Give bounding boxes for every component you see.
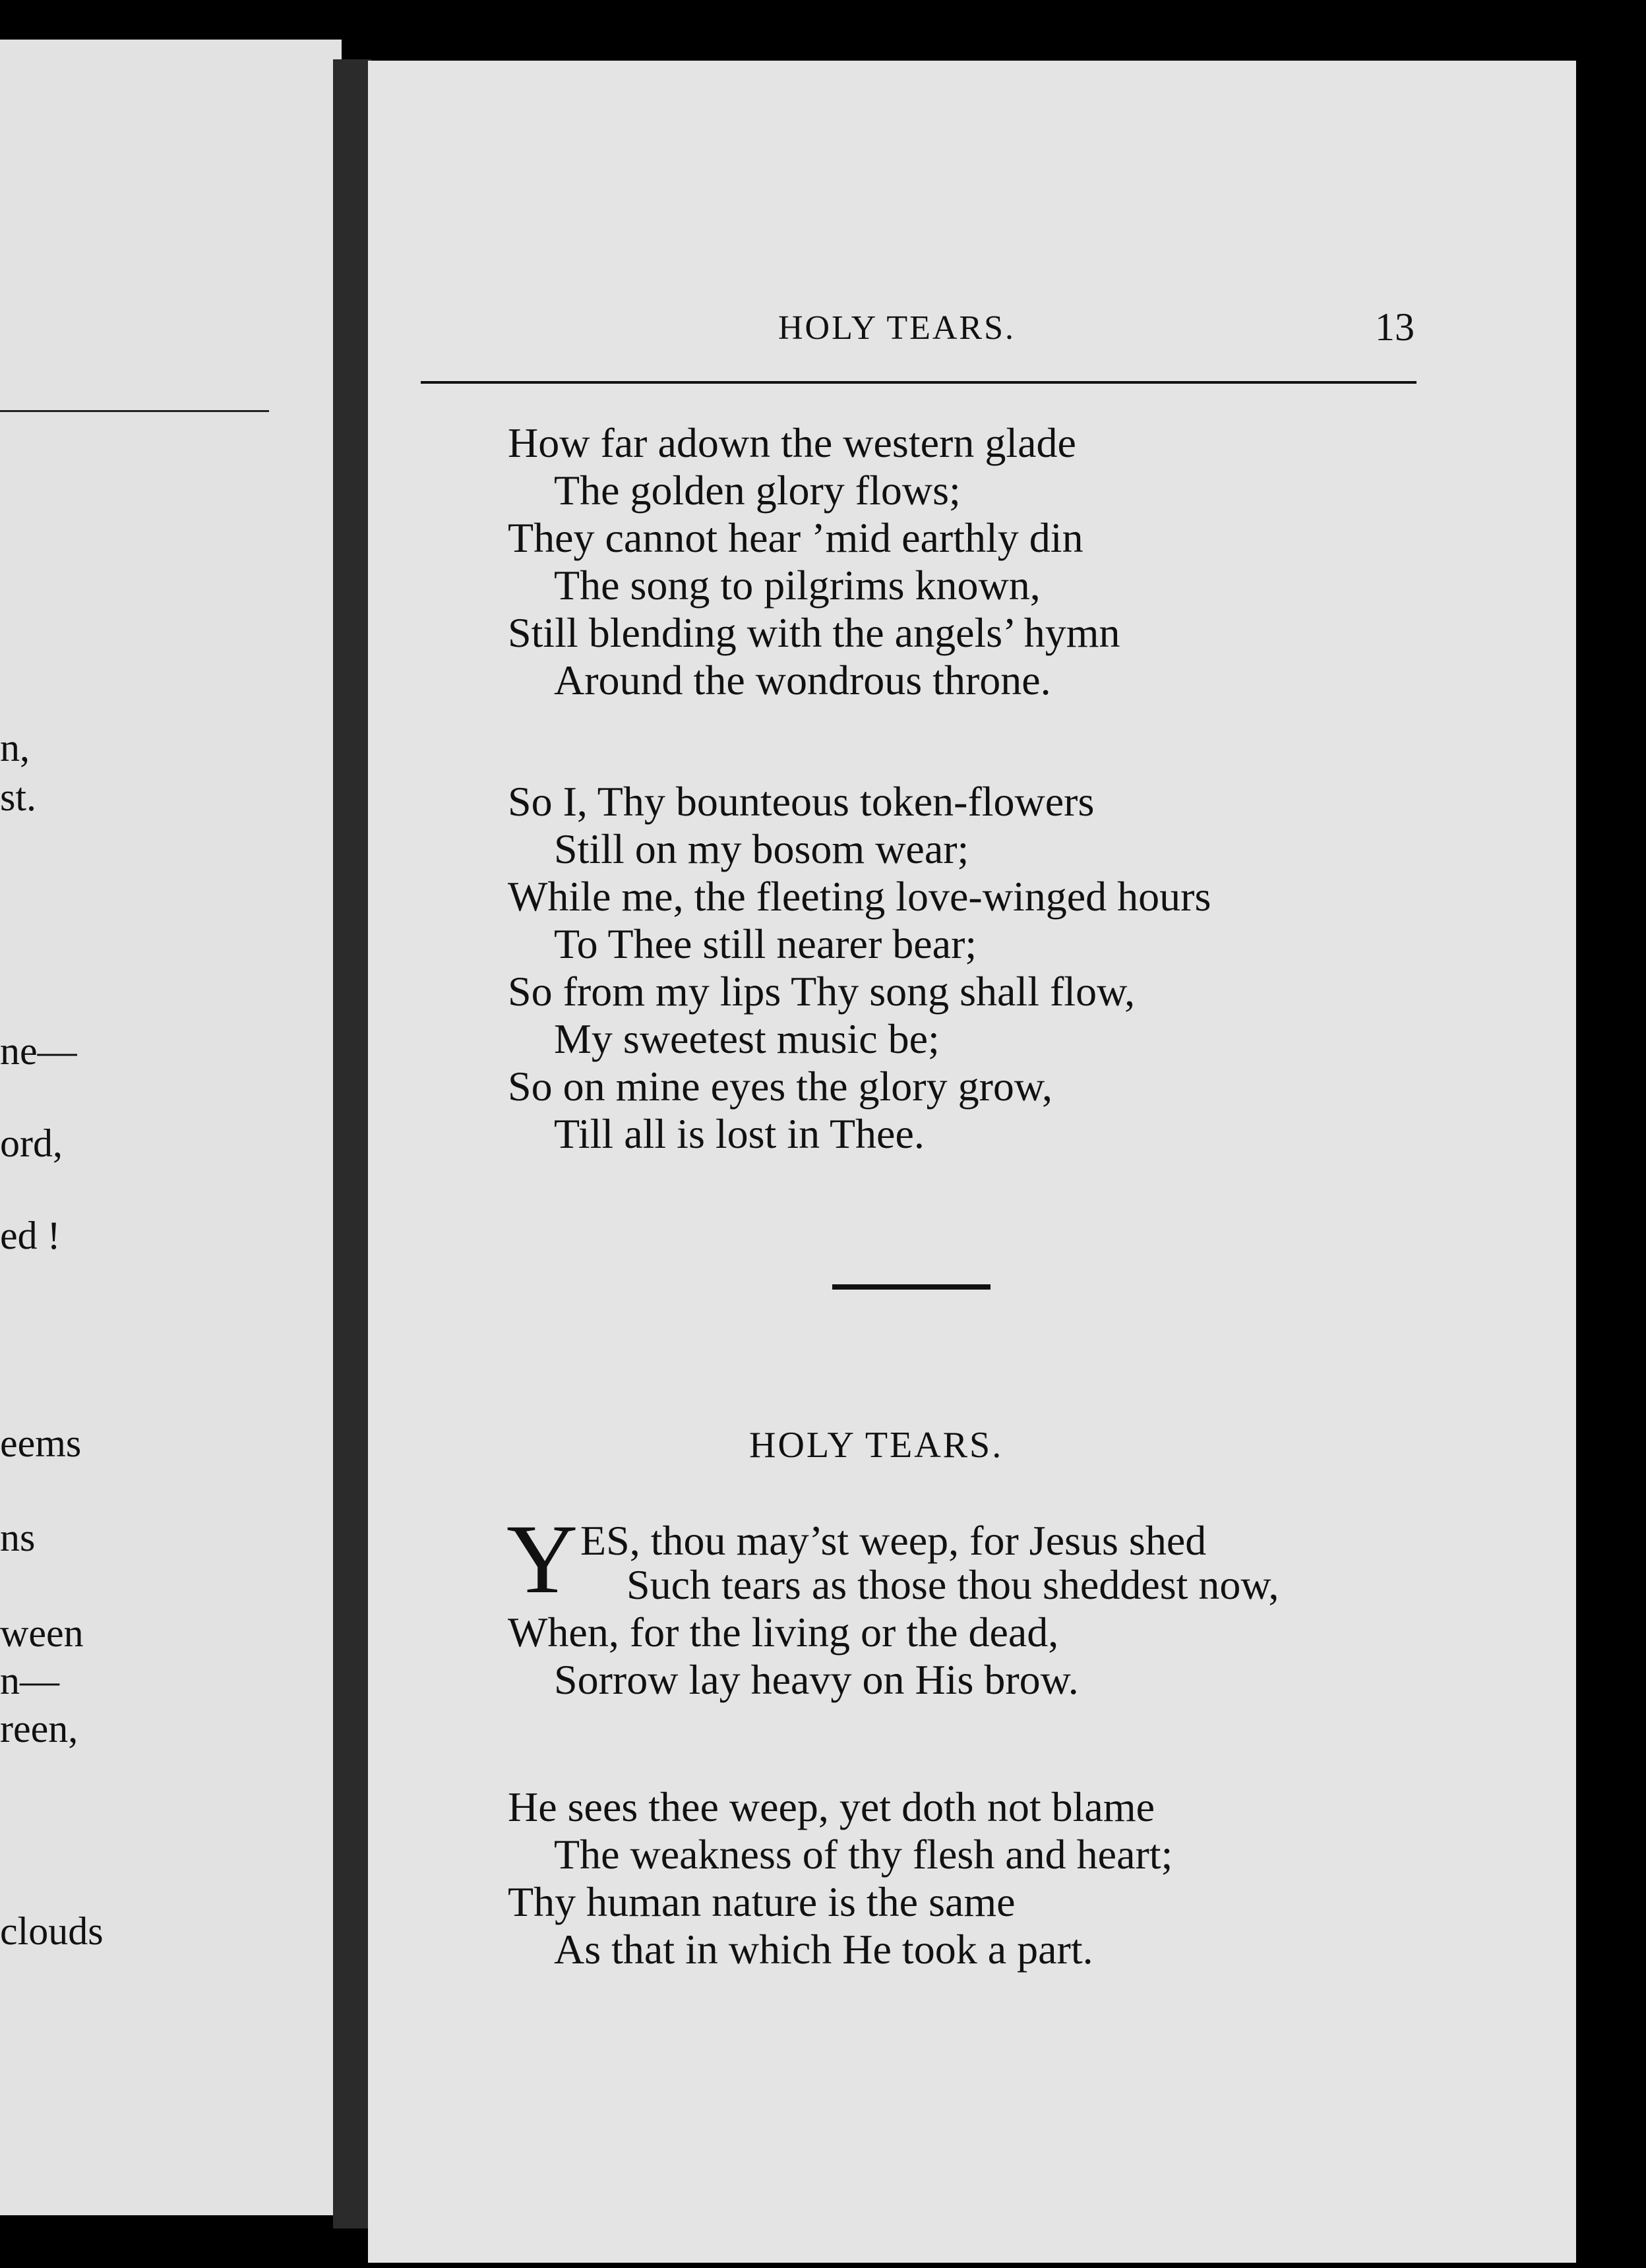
left-fragment: reen, — [0, 1707, 78, 1750]
right-border — [1576, 59, 1646, 2268]
verse-line: So from my lips Thy song shall flow, — [508, 968, 1136, 1015]
verse-line: When, for the living or the dead, — [508, 1609, 1059, 1656]
verse-line: ES, thou may’st weep, for Jesus shed — [580, 1517, 1207, 1564]
left-fragment: ed ! — [0, 1214, 61, 1257]
verse-line: Still on my bosom wear; — [554, 825, 969, 872]
left-fragment: n— — [0, 1659, 59, 1702]
page-number: 13 — [1375, 305, 1415, 349]
verse-line: Sorrow lay heavy on His brow. — [554, 1656, 1079, 1703]
verse-line: So on mine eyes the glory grow, — [508, 1063, 1052, 1110]
left-fragment: ord, — [0, 1121, 63, 1165]
left-page — [0, 40, 342, 2215]
verse-line: My sweetest music be; — [554, 1015, 940, 1062]
left-page-rule — [0, 410, 269, 412]
verse-line: As that in which He took a part. — [554, 1926, 1093, 1973]
left-fragment: clouds — [0, 1909, 104, 1953]
poem-title: HOLY TEARS. — [749, 1425, 1004, 1466]
left-fragment: ween — [0, 1611, 84, 1655]
verse-line: How far adown the western glade — [508, 419, 1076, 466]
verse-line: To Thee still nearer bear; — [554, 920, 977, 967]
verse-line: Still blending with the angels’ hymn — [508, 609, 1120, 656]
verse-line: The weakness of thy flesh and heart; — [554, 1831, 1173, 1878]
verse-line: He sees thee weep, yet doth not blame — [508, 1783, 1155, 1830]
left-fragment: n, — [0, 726, 30, 769]
header-rule — [421, 381, 1417, 384]
verse-line: Thy human nature is the same — [508, 1878, 1016, 1925]
section-separator — [832, 1284, 991, 1290]
previous-poem-stanza-1 — [508, 419, 1120, 704]
verse-line: So I, Thy bounteous token-flowers — [508, 778, 1095, 825]
verse-line: The golden glory flows; — [554, 467, 961, 514]
left-fragment: ns — [0, 1516, 36, 1559]
book-gutter — [333, 59, 371, 2228]
drop-cap: Y — [506, 1505, 578, 1614]
verse-line: They cannot hear ’mid earthly din — [508, 514, 1083, 561]
verse-line: While me, the fleeting love-winged hours — [508, 873, 1211, 920]
poem-stanza-2 — [508, 1783, 1173, 1973]
verse-line: Around the wondrous throne. — [554, 657, 1051, 703]
left-fragment: ne— — [0, 1029, 77, 1073]
poem-stanza-1 — [508, 1561, 1279, 1704]
verse-line: Till all is lost in Thee. — [554, 1110, 925, 1157]
verse-line: The song to pilgrims known, — [554, 562, 1041, 609]
verse-line: Such tears as those thou sheddest now, — [626, 1561, 1279, 1608]
left-fragment: eems — [0, 1421, 82, 1465]
previous-poem-stanza-2 — [508, 778, 1211, 1158]
left-fragment: st. — [0, 775, 37, 819]
running-title: HOLY TEARS. — [778, 309, 1016, 347]
